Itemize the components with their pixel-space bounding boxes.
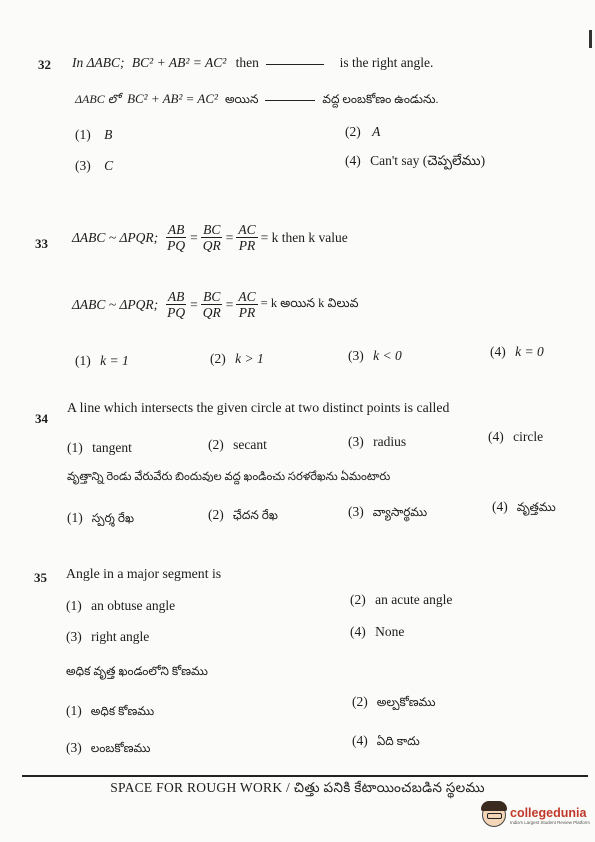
question-35-number: 35 <box>34 570 47 585</box>
q34-option-te-4[interactable] <box>492 499 556 517</box>
q34-option-te-1[interactable] <box>67 510 134 528</box>
q34-option-en-1[interactable] <box>67 440 132 456</box>
fraction-bc-qr <box>201 222 223 253</box>
option-text: వ్యాసార్థము <box>372 505 428 519</box>
fraction-denominator: QR <box>202 238 221 253</box>
q32-option-3[interactable] <box>75 158 113 174</box>
q32-en-pre: In ΔABC; <box>72 55 125 70</box>
option-label: (4) <box>350 624 366 639</box>
option-text: స్పర్శ రేఖ <box>91 511 135 525</box>
fraction-denominator: PR <box>238 238 256 253</box>
fraction-denominator: PR <box>238 305 256 320</box>
fraction-ac-pr <box>236 289 257 320</box>
option-label: (1) <box>66 703 82 718</box>
fraction-numerator: BC <box>203 289 221 304</box>
fraction-ab-pq <box>165 222 187 253</box>
option-label: (4) <box>492 499 508 514</box>
option-label: (1) <box>75 353 91 368</box>
fraction-numerator: BC <box>203 222 221 237</box>
q32-te-mid: అయిన <box>224 92 259 106</box>
question-35-text-en: Angle in a major segment is <box>66 566 222 581</box>
logo-name: collegedunia <box>510 805 587 820</box>
fraction-numerator: AB <box>167 289 185 304</box>
question-33-number: 33 <box>35 236 48 251</box>
option-label: (3) <box>348 348 364 363</box>
fraction-ab-pq <box>165 289 187 320</box>
option-text: వృత్తము <box>516 500 556 514</box>
option-text: k > 1 <box>235 351 264 366</box>
question-32-text-te <box>75 91 439 109</box>
option-text: అధిక కోణము <box>90 704 155 718</box>
option-label: (2) <box>352 694 368 709</box>
option-label: (3) <box>348 434 364 449</box>
q32-option-4[interactable] <box>345 153 485 172</box>
fraction-numerator: AB <box>167 222 185 237</box>
question-34-text-te: వృత్తాన్ని రెండు వేరువేరు బిందువుల వద్ద ఖండించు సరళరేఖను ఏమంటారు <box>67 471 391 483</box>
fraction-denominator: PQ <box>167 238 186 253</box>
q33-te-suffix: = k అయిన k విలువ <box>260 295 359 310</box>
logo-tagline: India's Largest Student Review Platform <box>510 819 590 825</box>
fraction-ac-pr <box>236 222 257 253</box>
page-edge-mark <box>589 30 592 48</box>
equals-sign: = <box>190 296 198 312</box>
q35-option-en-3[interactable] <box>66 629 149 645</box>
q35-option-te-4[interactable] <box>352 733 420 751</box>
option-text: an obtuse angle <box>91 598 176 613</box>
rough-work-footer: SPACE FOR ROUGH WORK / చిత్తు పనికి కేటాయించబడిన స్థలము <box>110 780 485 795</box>
q32-te-post: వద్ద లంబకోణం ఉండును. <box>322 92 439 106</box>
option-label: (4) <box>488 429 504 444</box>
option-label: (2) <box>345 124 361 139</box>
q35-option-en-1[interactable] <box>66 598 175 614</box>
q32-blank <box>266 64 324 65</box>
option-text: right angle <box>91 629 150 644</box>
q32-te-blank <box>265 100 315 101</box>
option-text: లంబకోణము <box>90 741 151 755</box>
q35-option-te-3[interactable] <box>66 740 150 758</box>
option-text: ఏది కాదు <box>376 734 420 748</box>
option-text: tangent <box>92 440 132 455</box>
question-35-text-te: అధిక వృత్త ఖండంలోని కోణము <box>66 664 208 678</box>
collegedunia-logo <box>482 803 590 827</box>
fraction-numerator: AC <box>238 222 256 237</box>
option-text: an acute angle <box>375 592 453 607</box>
option-text: ఛేదన రేఖ <box>232 508 278 522</box>
question-32-number: 32 <box>38 57 51 72</box>
footer-divider <box>22 775 588 777</box>
option-label: (2) <box>350 592 366 607</box>
option-text: circle <box>513 429 544 444</box>
q35-option-te-1[interactable] <box>66 703 154 721</box>
option-label: (3) <box>66 740 82 755</box>
equals-sign: = <box>190 229 198 245</box>
option-label: (4) <box>352 733 368 748</box>
q34-option-te-3[interactable] <box>348 504 427 522</box>
option-label: (4) <box>345 153 361 168</box>
option-text: k < 0 <box>373 348 402 363</box>
equals-sign: = <box>225 296 234 312</box>
option-text: అల్పకోణము <box>376 695 436 709</box>
option-label: (2) <box>210 351 226 366</box>
fraction-numerator: AC <box>238 289 256 304</box>
q34-option-te-2[interactable] <box>208 507 278 525</box>
q34-option-en-2[interactable] <box>208 437 267 453</box>
question-33-text-te <box>72 289 359 320</box>
q32-te-eq: BC² + AB² = AC² <box>127 91 218 106</box>
q32-en-post: is the right angle. <box>339 55 434 70</box>
equals-sign: = <box>225 229 234 245</box>
option-text: secant <box>233 437 267 452</box>
q32-te-pre: ΔABC లో <box>75 92 121 106</box>
q33-prefix-te: ΔABC ~ ΔPQR; <box>72 296 159 312</box>
q35-option-te-2[interactable] <box>352 694 436 712</box>
question-32-text-en <box>72 55 433 71</box>
q33-option-1[interactable] <box>75 353 129 369</box>
option-label: (1) <box>67 510 83 525</box>
q33-option-4[interactable] <box>490 344 544 360</box>
q32-option-2[interactable] <box>345 124 380 140</box>
option-label: (3) <box>66 629 82 644</box>
option-text: radius <box>373 434 407 449</box>
option-label: (1) <box>66 598 82 613</box>
q33-option-2[interactable] <box>210 351 264 367</box>
fraction-denominator: QR <box>202 305 221 320</box>
option-label: (1) <box>67 440 83 455</box>
option-text: k = 0 <box>515 344 544 359</box>
q34-option-en-3[interactable] <box>348 434 406 450</box>
option-label: (2) <box>208 507 224 522</box>
question-33-text-en <box>72 222 348 253</box>
q33-option-3[interactable] <box>348 348 402 364</box>
question-34-text-en: A line which intersects the given circle at two distinct points is called <box>67 400 450 415</box>
option-label: (1) <box>75 127 91 142</box>
q33-prefix: ΔABC ~ ΔPQR; <box>72 229 159 245</box>
option-text: None <box>375 624 405 639</box>
option-text: Can't say (చెప్పలేము) <box>370 153 486 168</box>
option-label: (4) <box>490 344 506 359</box>
q33-en-suffix: = k then k value <box>260 229 348 245</box>
q32-option-1[interactable] <box>75 127 112 143</box>
q32-en-then: then <box>235 55 259 70</box>
option-label: (3) <box>75 158 91 173</box>
question-34-number: 34 <box>35 411 48 426</box>
option-text: C <box>104 158 114 173</box>
q34-option-en-4[interactable] <box>488 429 543 445</box>
q35-option-en-2[interactable] <box>350 592 452 608</box>
q35-option-en-4[interactable] <box>350 624 404 640</box>
fraction-denominator: PQ <box>167 305 186 320</box>
option-label: (2) <box>208 437 224 452</box>
option-text: A <box>372 124 381 139</box>
option-text: k = 1 <box>100 353 129 368</box>
fraction-bc-qr <box>201 289 223 320</box>
q32-en-eq: BC² + AB² = AC² <box>131 55 227 70</box>
student-avatar-icon <box>482 803 506 827</box>
option-text: B <box>104 127 113 142</box>
option-label: (3) <box>348 504 364 519</box>
